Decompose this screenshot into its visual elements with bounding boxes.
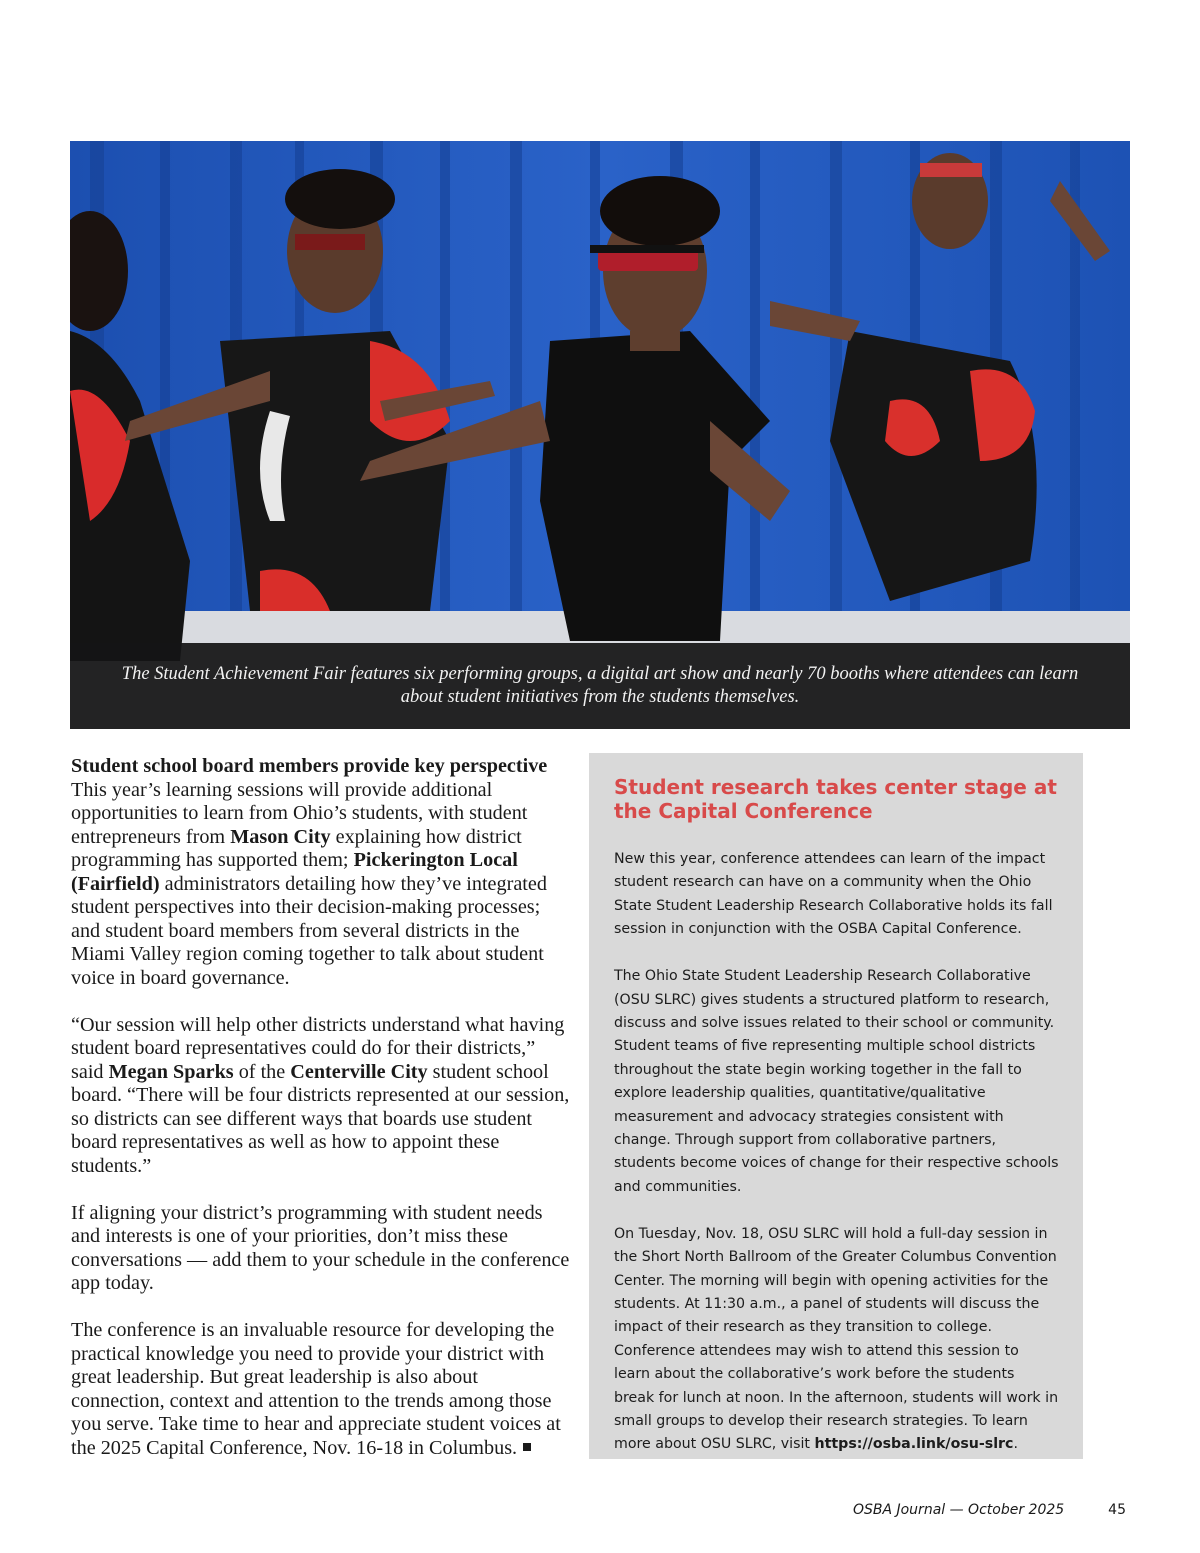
p2-text-a: “Our session will help other districts understand what having student board representatives could do for their districts,” said [71,1013,565,1083]
student-dancers-illustration [70,141,1130,729]
article-heading: Student school board members provide key perspective [71,755,548,777]
photo-caption-bar [70,643,1130,729]
p2-centerville-city: Centerville City [290,1060,428,1083]
end-of-article-mark [523,1443,531,1451]
sidebar-p3-text: On Tuesday, Nov. 18, OSU SLRC will hold a full-day session in the Short North Ballroom of the Greater Columbus Convention Center. The morning will begin with opening activities for the students. At 11:30 a.m., a panel of students will discuss the impact of their research as they transition to college. Conference attendees may wish to attend this session to learn about the collaborative’s work before the students break for lunch at noon. In the afternoon, students will work in small groups to develop their research strategies. To learn more about OSU SLRC, visit [614,1225,1059,1453]
photo-caption: The Student Achievement Fair features six performing groups, a digital art show and nearly 70 booths where attendees can learn about student initiatives from the students themselves. [121,664,1079,707]
sidebar-paragraph-2: The Ohio State Student Leadership Research Collaborative (OSU SLRC) gives students a structured platform to research, discuss and solve issues related to their school or community. Student teams of five representing multiple school districts throughout the state begin working together in the fall to explore leadership qualities, quantitative/qualitative measurement and advocacy strategies consistent with change. Through support from collaborative partners, students become voices of change for their respective schools and communities. [614,968,1059,1195]
p4-text: The conference is an invaluable resource for developing the practical knowledge you need to provide your district with great leadership. But great leadership is also about connection, context and attention to the trends among those you serve. Take time to hear and appreciate student voices at the 2025 Capital Conference, Nov. 16-18 in Columbus. [71,1319,561,1459]
p1-text-a: This year’s learning sessions will provide additional opportunities to learn from Ohio’s students, with student entrepreneurs from [71,778,528,848]
feature-photo [70,141,1130,729]
sidebar-title: Student research takes center stage at the Capital Conference [614,775,1057,823]
sidebar-box [589,753,1083,1459]
p2-megan-sparks: Megan Sparks [108,1060,234,1083]
article-paragraph-1 [71,779,571,991]
sidebar-paragraph-1: New this year, conference attendees can learn of the impact student research can have on a community when the Ohio State Student Leadership Research Collaborative holds its fall session in conjunction with the OSBA Capital Conference. [614,851,1053,938]
p1-pickerington-local: Pickerington Local (Fairfield) [71,849,518,895]
article-paragraph-2 [71,1014,571,1179]
p1-text-c: explaining how district programming has supported them; [71,825,522,871]
page-footer [853,1502,1126,1518]
article-paragraph-4 [71,1319,571,1460]
osu-slrc-link[interactable]: https://osba.link/osu-slrc [814,1436,1014,1453]
journal-title: OSBA Journal — October 2025 [852,1502,1065,1518]
article-column [71,755,571,1484]
p1-mason-city: Mason City [230,825,331,848]
p1-text-e: administrators detailing how they’ve integrated student perspectives into their decision-making processes; and student board members from several districts in the Miami Valley region coming together to talk about student voice in board governance. [71,872,547,989]
page-number: 45 [1108,1502,1126,1518]
article-paragraph-3: If aligning your district’s programming with student needs and interests is one of your priorities, don’t miss these conversations — add them to your schedule in the conference app today. [71,1201,570,1294]
p2-text-c: of the [233,1060,291,1083]
sidebar-p3-end: . [1013,1436,1018,1453]
p2-text-e: student school board. “There will be four districts represented at our session, so districts can see different ways that boards use student board representatives as well as how to appoint these students.” [71,1060,570,1177]
sidebar-paragraph-3 [614,1223,1059,1457]
